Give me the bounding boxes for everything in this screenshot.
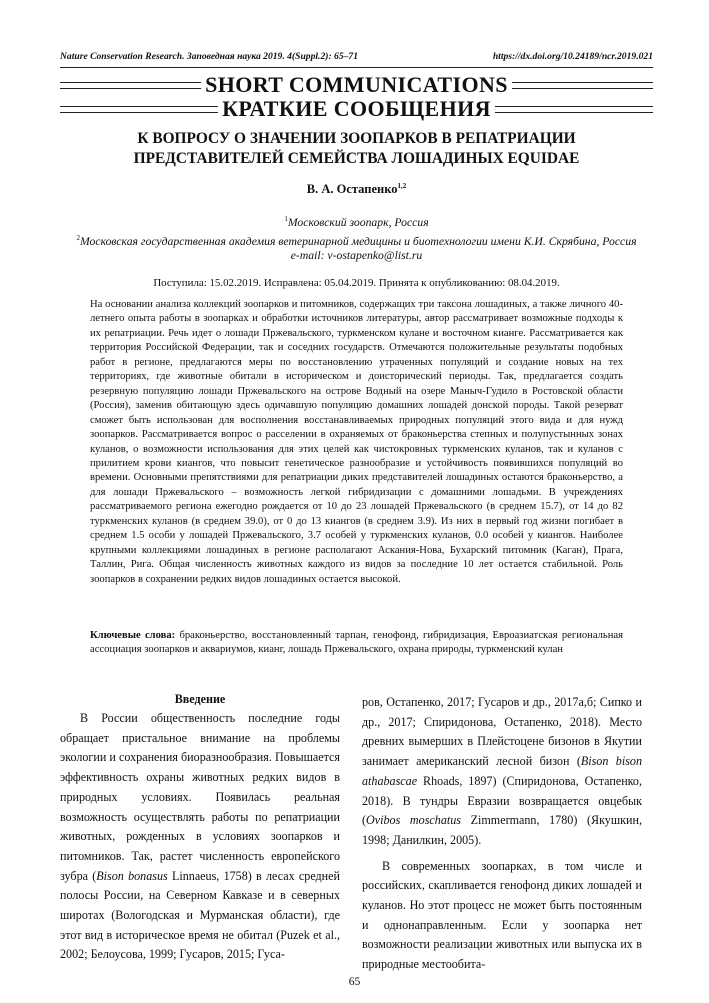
paragraph-2: В современных зоопарках, в том числе и российских, скапливается генофонд диких лошадей и куланов. Но этот процесс не может быть постоянным и однонаправленным. Если у зоопарка нет возможности реализации животных или выпуска их в природные местообита- [362,858,642,972]
page-number: 65 [348,975,361,988]
affiliation-number: 2 [76,234,80,242]
section-label-en: SHORT COMMUNICATIONS [205,72,508,97]
text-run: В России общественность последние годы обращает пристальное внимание на проблемы экологии и сохранения биоразнообразия. Повышается эффективность охраны животных редких видов в природных условиях. Появилась реальная возможность осуществлять работы по репатриации животных, рожденных в условиях зоопарков и питомников. Так, растет численность европейского зубра ( [60,711,340,883]
affiliation-text: Московский зоопарк, Россия [287,215,429,229]
section-heading-ru [60,96,653,122]
double-rule-left [60,82,201,89]
double-rule-right [495,106,653,113]
species-name: Bison bison athabascae [362,754,642,788]
title-line: ПРЕДСТАВИТЕЛЕЙ СЕМЕЙСТВА ЛОШАДИНЫХ EQUIDAE [133,150,580,167]
abstract: На основании анализа коллекций зоопарков и питомников, содержащих три таксона лошадиных, а также личного 40-летнего опыта работы в зоопарках и обработки источников литературы, автор рассматривает возможные подходы к их репатриации. Речь идет о лошади Пржевальского, туркменском кулане и восточном кианге. Рассматривается как территория Российской Федерации, так и соседних государств. Отмечаются положительные результаты подобных работ в регионе, предлагаются меры по восстановлению утраченных популяций и создание новых на тех территориях, где животные обитали в историческом и доисторический периоды. Так, предлагается создать резервную популяцию лошади Пржевальского на острове Водный на озере Маныч-Гудило в Ростовской области (Россия), заменив обитающую здесь одичавшую популяцию домашних лошадей донской породы. Такой резерват сможет быть использован для восполнения восстанавливаемых природных популяций этого вида и для нужд зоопарков. Рассматривается вопрос о расселении в охраняемых от браконьерства степных и полупустынных зонах куланов, о возможности использования для этих целей как чистокровных туркменских куланов, так и куланов с прилитием крови киангов, что повысит генетическое разнообразие и устойчивость появившихся популяций во времени. Основными препятствиями для репатриации диких представителей лошадиных остаются браконьерство, а для лошади Пржевальского – возможность легкой гибридизации с домашними лошадьми. В учреждениях рассматриваемого региона ежегодно рождается от 10 до 23 лошадей Пржевальского (в среднем 15.7), от 14 до 82 туркменских куланов (в среднем 39.0), от 0 до 13 киангов (в среднем 3.9). Из них в первый год жизни погибает в среднем 1.5 особи у лошадей Пржевальского, 3.7 особей у туркменских куланов, 0.0 особей у киангов. Наиболее крупными коллекциями лошадиных в регионе располагают Аскания-Нова, Бухарский питомник (Каган), Прага, Таллин, Рига. Общая численность животных каждого из видов за последние 10 лет остается стабильной. Роль зоопарков в сохранении редких видов лошадиных остается высокой. [90,299,623,585]
species-name: Bison bonasus [96,868,168,883]
author-email[interactable]: e-mail: v-ostapenko@list.ru [290,249,423,262]
affiliation-text: Московская государственная академия ветеринарной медицины и биотехнологии имени К.И. Скрябина, Россия [79,234,637,248]
paragraph-1-start [60,709,340,965]
section-heading-en [60,72,653,98]
text-run: Zimmermann, 1780) (Якушкин, 1998; Данилкин, 2005). [362,813,642,847]
double-rule-right [512,82,653,89]
text-run: Linnaeus, 1758) в лесах средней полосы России, на Северном Кавказе и в северных широтах (Вологодская и Мурманская области), где этот вид в историческое время не обитал (Puzek et al., 2002; Белоусова, 1999; Гусаров, 2015; Гуса- [60,868,340,962]
body-column-right [362,693,642,975]
affiliation-number: 1 [284,215,288,223]
keywords-text: браконьерство, восстановленный тарпан, генофонд, гибридизация, Евроазиатская региональная ассоциация зоопарков и аквариумов, кианг, лошадь Пржевальского, охрана природы, туркменский кулан [90,630,623,656]
author-affiliation-marks: 1,2 [397,182,407,190]
header-rule [60,67,653,68]
double-rule-left [60,106,218,113]
body-column-left [60,690,340,965]
title-line: К ВОПРОСУ О ЗНАЧЕНИИ ЗООПАРКОВ В РЕПАТРИАЦИИ [137,130,576,147]
species-name: Ovibos moschatus [366,813,461,828]
section-heading-introduction: Введение [174,692,226,706]
paragraph-1-continued [362,693,642,851]
keywords [90,629,623,658]
publication-dates: Поступила: 15.02.2019. Исправлена: 05.04.2019. Принята к опубликованию: 08.04.2019. [153,277,560,289]
author-name: В. А. Остапенко [306,182,398,197]
text-run: ров, Остапенко, 2017; Гусаров и др., 2017а,б; Сипко и др., 2017; Спиридонова, Остапенко, 2018). Место древних вымерших в Плейстоцене бизонов в Якутии занимает американский лесной бизон ( [362,695,642,769]
keywords-label: Ключевые слова: [90,630,176,641]
running-header [60,51,653,65]
doi-link[interactable]: https://dx.doi.org/10.24189/ncr.2019.021 [492,51,653,62]
journal-citation: Nature Conservation Research. Заповедная наука 2019. 4(Suppl.2): 65–71 [60,51,359,62]
article-title [60,129,653,169]
text-run: Rhoads, 1897) (Спиридонова, Остапенко, 2018). В тундры Евразии возвращается овцебык ( [362,773,642,828]
author-line [60,182,653,197]
section-label-ru: КРАТКИЕ СООБЩЕНИЯ [222,96,491,121]
